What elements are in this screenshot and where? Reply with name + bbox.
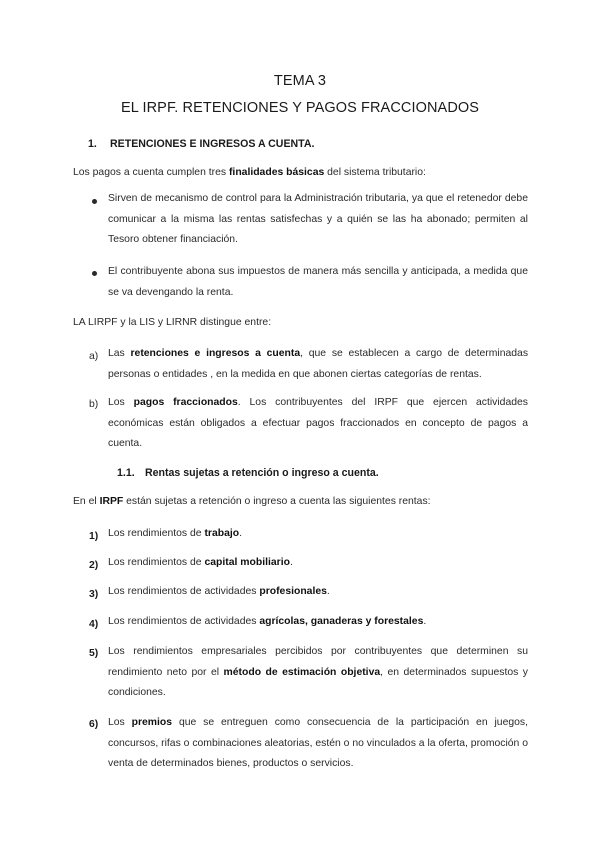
letter-item-b xyxy=(108,393,528,455)
bullet-item: Sirven de mecanismo de control para la Administración tributaria, ya que el retenedor debe comunicar a la misma las rentas satisfechas y a quién se las ha abonado; permiten al Tesoro obtener financiación. xyxy=(108,193,528,245)
letter-a-post: , que se establecen a cargo de determinadas personas o entidades , en la medida en que abonen ciertas categorías de rentas. xyxy=(108,348,529,380)
item-number: 2) xyxy=(89,560,99,571)
item-post: . xyxy=(289,557,293,568)
item-pre: Los rendimientos de actividades xyxy=(108,616,260,627)
irpf-intro-pre: En el xyxy=(73,496,100,507)
item-bold: profesionales xyxy=(259,586,327,597)
item-bold: trabajo xyxy=(204,528,240,539)
irpf-intro-paragraph xyxy=(73,492,543,513)
item-post: . xyxy=(239,528,243,539)
list-item xyxy=(108,524,528,545)
item-post: . xyxy=(326,586,330,597)
distingue-paragraph: LA LIRPF y la LIS y LIRNR distingue entre: xyxy=(73,317,272,328)
item-number: 6) xyxy=(89,719,99,730)
intro-text-post: del sistema tributario: xyxy=(324,167,426,178)
tema-heading: TEMA 3 xyxy=(273,73,327,89)
section-title: RETENCIONES E INGRESOS A CUENTA. xyxy=(110,138,315,150)
list-marker-a: a) xyxy=(89,351,99,362)
list-item xyxy=(108,553,528,574)
list-item xyxy=(108,713,528,775)
subsection-number: 1.1. xyxy=(117,467,135,479)
item-pre: Los rendimientos de xyxy=(108,528,205,539)
item-bold: agrícolas, ganaderas y forestales xyxy=(259,616,424,627)
item-post: que se entreguen como consecuencia de la participación en juegos, concursos, rifas o combinaciones aleatorias, estén o no vinculados a la oferta, promoción o venta de determinados bienes, productos o servicios. xyxy=(108,717,528,769)
letter-b-pre: Los xyxy=(108,397,134,408)
item-post: , en determinados supuestos y condiciones. xyxy=(108,666,528,698)
letter-a-bold: retenciones e ingresos a cuenta xyxy=(130,348,301,359)
item-pre: Los rendimientos empresariales percibidos por contribuyentes que determinen su rendimiento neto por el xyxy=(108,646,528,678)
bullet-dot xyxy=(92,271,97,276)
letter-a-pre: Las xyxy=(108,348,131,359)
list-item xyxy=(108,582,528,603)
item-number: 3) xyxy=(89,589,99,600)
letter-item-a xyxy=(108,344,528,385)
intro-paragraph xyxy=(73,163,533,184)
bullet-item: El contribuyente abona sus impuestos de manera más sencilla y anticipada, a medida que se va devengando la renta. xyxy=(108,266,528,298)
item-post: . xyxy=(423,616,427,627)
list-marker-b: b) xyxy=(89,399,99,410)
section-number: 1. xyxy=(88,138,97,150)
bullet-dot xyxy=(92,199,97,204)
list-item xyxy=(108,612,528,633)
item-number: 4) xyxy=(89,619,99,630)
irpf-intro-bold: IRPF xyxy=(99,496,124,507)
item-bold: premios xyxy=(131,717,173,728)
letter-b-post: . Los contribuyentes del IRPF que ejercen actividades económicas están obligados a efectuar pagos fraccionados en concepto de pagos a cuenta. xyxy=(108,397,528,449)
item-bold: capital mobiliario xyxy=(204,557,290,568)
item-pre: Los rendimientos de xyxy=(108,557,205,568)
intro-text-pre: Los pagos a cuenta cumplen tres xyxy=(73,167,229,178)
item-pre: Los xyxy=(108,717,132,728)
letter-b-bold: pagos fraccionados xyxy=(133,397,238,408)
list-item xyxy=(108,642,528,704)
page-title: EL IRPF. RETENCIONES Y PAGOS FRACCIONADOS xyxy=(120,100,480,116)
subsection-title: Rentas sujetas a retención o ingreso a cuenta. xyxy=(145,467,379,479)
item-number: 1) xyxy=(89,531,99,542)
item-bold: método de estimación objetiva xyxy=(223,666,381,678)
irpf-intro-post: están sujetas a retención o ingreso a cuenta las siguientes rentas: xyxy=(123,496,431,507)
item-number: 5) xyxy=(89,648,99,659)
intro-bold: finalidades básicas xyxy=(228,167,325,178)
item-pre: Los rendimientos de actividades xyxy=(108,586,260,597)
